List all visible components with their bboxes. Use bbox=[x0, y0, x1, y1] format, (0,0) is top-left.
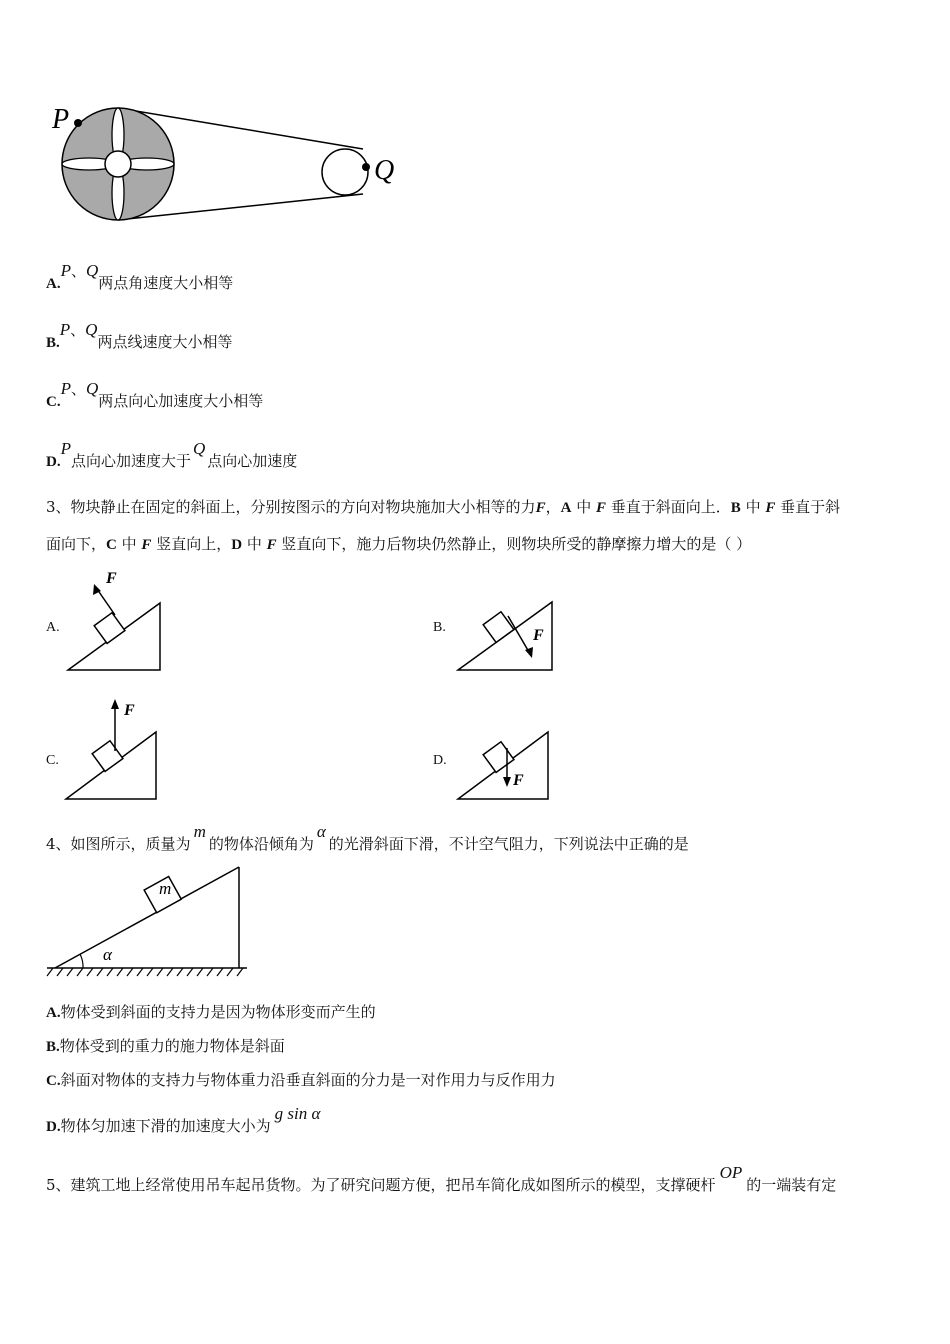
label-q: Q bbox=[374, 155, 395, 186]
question-5-text: 5、建筑工地上经常使用吊车起吊货物。为了研究问题方便，把吊车简化成如图所示的模型，支撑硬杆OP的一端装有定 bbox=[46, 1163, 837, 1194]
option-letter: C. bbox=[46, 394, 61, 410]
pulley-figure bbox=[40, 95, 420, 235]
option-text: 点向心加速度 bbox=[207, 452, 298, 470]
question-3-text bbox=[46, 489, 910, 563]
option-a[interactable] bbox=[46, 261, 234, 293]
option-letter: C. bbox=[46, 1073, 61, 1089]
question-3-line-2: 面向下，C 中 F 竖直向上，D 中 F 竖直向下，施力后物块仍然静止，则物块所受的静摩擦力增大的是（ ） bbox=[46, 535, 752, 553]
math-p: P bbox=[60, 439, 71, 458]
math-q: Q bbox=[85, 320, 98, 339]
question-3-line-1: 3、物块静止在固定的斜面上，分别按图示的方向对物块施加大小相等的力F，A 中 F 垂直于斜面向上．B 中 F 垂直于斜 bbox=[46, 498, 841, 516]
force-label: F bbox=[106, 570, 117, 587]
option-letter: A. bbox=[46, 276, 61, 292]
math-p: P bbox=[60, 379, 71, 398]
q4-option-c[interactable] bbox=[46, 1069, 556, 1090]
option-letter: B. bbox=[46, 335, 60, 351]
incline-figure-b bbox=[450, 595, 560, 675]
point-q bbox=[362, 163, 370, 171]
incline-figure-c bbox=[58, 695, 168, 805]
force-label: F bbox=[124, 702, 135, 719]
math-op: OP bbox=[719, 1163, 743, 1182]
option-letter: D. bbox=[46, 454, 61, 470]
option-text: 物体匀加速下滑的加速度大小为 bbox=[60, 1117, 271, 1135]
math-q: Q bbox=[193, 439, 206, 458]
q4-option-d[interactable] bbox=[46, 1104, 321, 1136]
option-c[interactable] bbox=[46, 379, 264, 411]
option-text: 物体受到斜面的支持力是因为物体形变而产生的 bbox=[60, 1003, 376, 1021]
incline-figure-a bbox=[60, 568, 170, 678]
option-letter: A. bbox=[46, 1005, 61, 1021]
force-label: F bbox=[513, 772, 524, 789]
hub bbox=[105, 151, 131, 177]
option-text: 物体受到的重力的施力物体是斜面 bbox=[59, 1037, 285, 1055]
figure-b-label[interactable]: B. bbox=[433, 620, 446, 635]
option-text: 斜面对物体的支持力与物体重力沿垂直斜面的分力是一对作用力与反作用力 bbox=[60, 1071, 556, 1089]
question-4-text: 4、如图所示，质量为m的物体沿倾角为α的光滑斜面下滑，不计空气阻力，下列说法中正确的是 bbox=[46, 822, 689, 853]
label-p: P bbox=[52, 104, 70, 135]
option-text-mid: 点向心加速度大于 bbox=[70, 452, 191, 470]
figure-d-label[interactable]: D. bbox=[433, 753, 447, 768]
math-g-sin-alpha: g sin α bbox=[274, 1104, 321, 1123]
point-p bbox=[74, 119, 82, 127]
math-q: Q bbox=[86, 261, 99, 280]
option-letter: B. bbox=[46, 1039, 60, 1055]
separator: 、 bbox=[70, 262, 86, 280]
math-p: P bbox=[60, 261, 71, 280]
option-text: 两点线速度大小相等 bbox=[97, 333, 233, 351]
option-d[interactable] bbox=[46, 439, 298, 471]
figure-c-label[interactable]: C. bbox=[46, 753, 59, 768]
figure-a-label[interactable]: A. bbox=[46, 620, 60, 635]
incline-figure-m bbox=[45, 862, 255, 982]
small-wheel bbox=[322, 149, 368, 195]
math-m: m bbox=[193, 822, 206, 841]
math-q: Q bbox=[86, 379, 99, 398]
math-p: P bbox=[59, 320, 71, 339]
incline-figure-d bbox=[450, 725, 560, 805]
option-text: 两点向心加速度大小相等 bbox=[98, 392, 264, 410]
math-alpha: α bbox=[316, 822, 326, 841]
q4-option-a[interactable] bbox=[46, 1001, 376, 1022]
mass-label: m bbox=[159, 879, 172, 898]
angle-label: α bbox=[103, 945, 112, 964]
separator: 、 bbox=[70, 321, 86, 339]
option-b[interactable] bbox=[46, 320, 233, 352]
option-letter: D. bbox=[46, 1119, 61, 1135]
separator: 、 bbox=[70, 380, 86, 398]
q4-option-b[interactable] bbox=[46, 1035, 285, 1056]
option-text: 两点角速度大小相等 bbox=[98, 274, 234, 292]
force-label: F bbox=[533, 627, 544, 644]
